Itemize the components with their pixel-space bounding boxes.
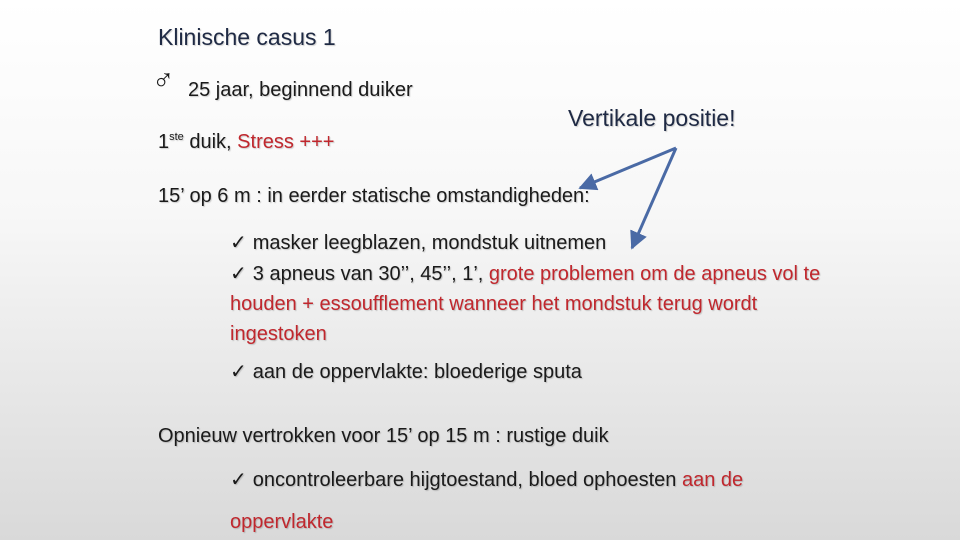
patient-info: 25 jaar, beginnend duiker: [188, 79, 413, 101]
bullet-masker-text: masker leegblazen, mondstuk uitnemen: [252, 232, 607, 254]
dive-ordinal-suffix: ste: [169, 131, 184, 143]
check-icon: ✓: [230, 467, 247, 491]
section1-heading: 15’ op 6 m : in eerder statische omstandigheden:: [158, 185, 590, 207]
section2-heading: Opnieuw vertrokken voor 15’ op 15 m : rustige duik: [158, 425, 609, 447]
vertical-position-note: Vertikale positie!: [568, 105, 736, 131]
dive-text: duik,: [183, 131, 238, 153]
bullet-apneus-problem: grote problemen om de apneus vol te houden + essoufflement wanneer het mondstuk terug wordt ingestoken: [230, 263, 821, 345]
bullet-sputa-text: aan de oppervlakte: bloederige sputa: [252, 361, 582, 383]
dive-number: 1: [158, 131, 170, 153]
check-icon: ✓: [230, 261, 247, 285]
check-icon: ✓: [230, 359, 247, 383]
bullet-hijgtoestand-red: aan de: [681, 469, 744, 491]
slide-title: Klinische casus 1: [158, 24, 336, 50]
bullet-hijgtoestand-text: oncontroleerbare hijgtoestand, bloed ophoesten: [252, 469, 682, 491]
stress-label: Stress +++: [237, 131, 335, 153]
bullet-apneus-text: 3 apneus van 30’’, 45’’, 1’,: [252, 263, 489, 285]
bullet-hijgtoestand-continuation: oppervlakte: [230, 511, 334, 533]
male-symbol-icon: ♂: [152, 64, 175, 97]
check-icon: ✓: [230, 230, 247, 254]
